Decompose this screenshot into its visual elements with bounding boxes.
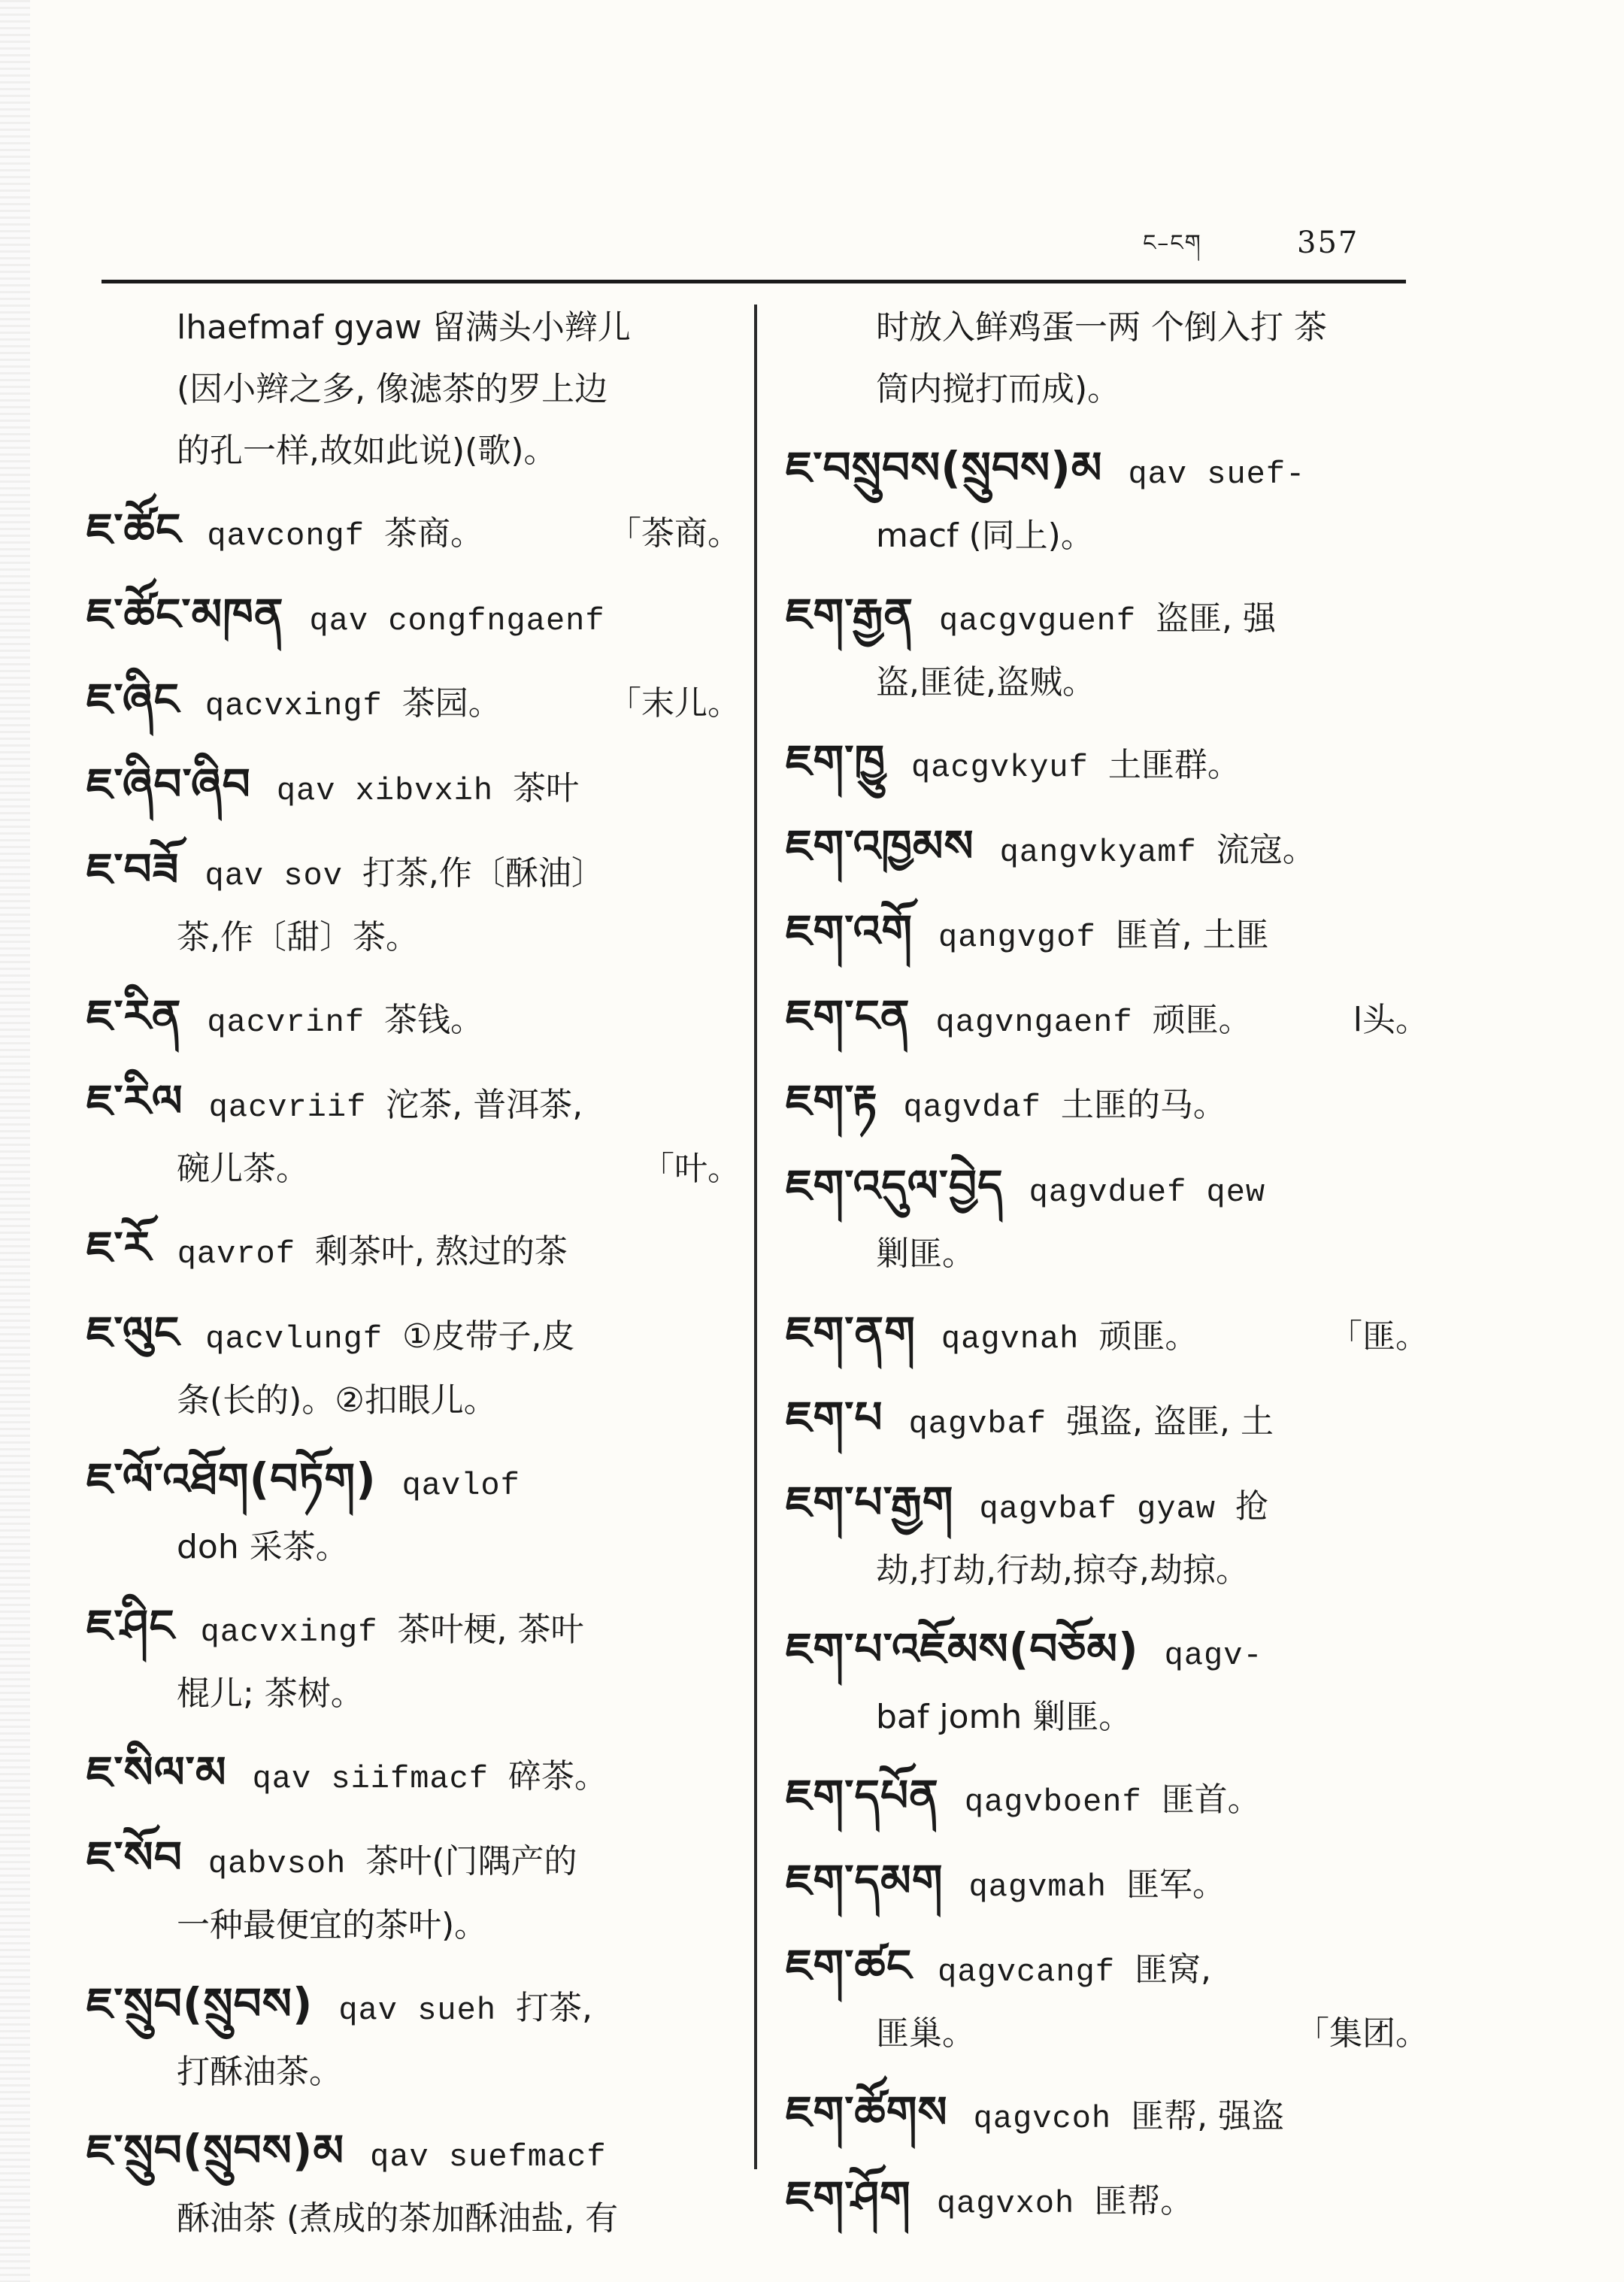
tibetan-headword: ཇག་ཤོག bbox=[786, 2171, 911, 2223]
entry-headline bbox=[786, 985, 1429, 1053]
dictionary-entry bbox=[786, 985, 1429, 1053]
dictionary-entry bbox=[86, 583, 741, 652]
definition-continuation bbox=[86, 359, 741, 420]
tibetan-headword: ཇག་ཁྱུ bbox=[786, 735, 886, 786]
tibetan-headword: ཇ་རོ bbox=[86, 1222, 152, 1273]
continuation-text: 劫,打劫,行劫,掠夺,劫掠。 bbox=[876, 1551, 1249, 1590]
continuation-text: 匪巢。 bbox=[876, 2014, 975, 2053]
romanization: qav sov bbox=[205, 858, 343, 894]
tibetan-headword: ཇ་སོབ bbox=[86, 1832, 183, 1883]
definition-continuation bbox=[86, 1370, 741, 1432]
margin-note: l头。 bbox=[1353, 1001, 1429, 1039]
dictionary-entry bbox=[86, 1741, 741, 1810]
margin-note: 「茶商。 bbox=[608, 514, 741, 553]
entry-headline bbox=[786, 2166, 1429, 2235]
romanization: qav siifmacf bbox=[252, 1761, 489, 1797]
romanization: qacvxingf bbox=[205, 688, 383, 724]
continuation-text: 一种最便宜的茶叶)。 bbox=[177, 1906, 488, 1944]
dictionary-entry bbox=[86, 1448, 741, 1578]
tibetan-headword: ཇག་ཚང bbox=[786, 1940, 913, 1991]
chinese-definition: 盗匪, 强 bbox=[1156, 599, 1277, 638]
entry-headline bbox=[86, 1741, 741, 1810]
tibetan-headword: ཇག་འགོ bbox=[786, 905, 914, 956]
dictionary-entry bbox=[786, 2081, 1429, 2150]
chinese-definition: 抢 bbox=[1235, 1487, 1268, 1526]
dictionary-entry bbox=[786, 1935, 1429, 2065]
romanization: qagvngaenf bbox=[935, 1005, 1133, 1041]
dictionary-entry bbox=[86, 985, 741, 1053]
tibetan-headword: ཇག་པ་འཇོམས(བཅོམ) bbox=[786, 1623, 1139, 1674]
entry-headline bbox=[86, 753, 741, 822]
romanization: qagvbaf bbox=[908, 1406, 1047, 1442]
dictionary-entry bbox=[786, 1850, 1429, 1918]
continuation-text: 茶,作〔甜〕茶。 bbox=[177, 918, 419, 956]
chinese-definition: 顽匪。 bbox=[1152, 1001, 1252, 1039]
tibetan-headword: ཇ་ཤིང bbox=[86, 1600, 175, 1651]
continuation-text: 棍儿; 茶树。 bbox=[177, 1674, 364, 1713]
dictionary-entry bbox=[786, 1618, 1429, 1748]
tibetan-headword: ཇག་དམག bbox=[786, 1855, 944, 1906]
dictionary-entry bbox=[86, 1302, 741, 1432]
chinese-definition: 流寇。 bbox=[1216, 831, 1316, 869]
chinese-definition: 茶叶梗, 茶叶 bbox=[397, 1611, 584, 1649]
tibetan-headword: ཇག་པ bbox=[786, 1392, 883, 1443]
romanization: qav suef- bbox=[1128, 456, 1306, 492]
entry-headline bbox=[786, 437, 1429, 505]
chinese-definition: 匪军。 bbox=[1126, 1865, 1226, 1904]
dictionary-entry bbox=[86, 753, 741, 822]
entry-headline bbox=[786, 1618, 1429, 1686]
continuation-text: (因小辫之多, 像滤茶的罗上边 bbox=[177, 370, 608, 408]
romanization: qacvlungf bbox=[205, 1321, 383, 1357]
tibetan-headword: ཇག་ཚོགས bbox=[786, 2087, 948, 2138]
definition-continuation bbox=[86, 297, 741, 359]
tibetan-headword: ཇ་ལུང bbox=[86, 1307, 180, 1358]
romanization: qacvriif bbox=[208, 1089, 367, 1126]
romanization: qangvkyamf bbox=[999, 835, 1197, 871]
entry-headline bbox=[786, 1302, 1429, 1370]
dictionary-entry bbox=[786, 297, 1429, 420]
definition-continuation bbox=[786, 2003, 1429, 2065]
romanization: qagvcangf bbox=[938, 1954, 1115, 1990]
entry-headline bbox=[86, 1973, 741, 2041]
dictionary-entry bbox=[786, 437, 1429, 567]
dictionary-entry bbox=[786, 900, 1429, 968]
column-divider bbox=[754, 305, 757, 2169]
entry-headline bbox=[786, 1386, 1429, 1455]
romanization: qacgvguenf bbox=[939, 603, 1137, 639]
romanization: qabvsoh bbox=[208, 1846, 347, 1882]
definition-continuation bbox=[786, 505, 1429, 567]
romanization: qagv- bbox=[1164, 1638, 1263, 1674]
dictionary-entry bbox=[86, 1826, 741, 1956]
definition-continuation bbox=[786, 1540, 1429, 1602]
continuation-text: 时放入鲜鸡蛋一两 个倒入打 茶 bbox=[876, 308, 1327, 347]
romanization: qagvxoh bbox=[936, 2186, 1075, 2222]
dictionary-entry bbox=[86, 1973, 741, 2103]
entry-headline bbox=[86, 1826, 741, 1895]
dictionary-entry bbox=[786, 583, 1429, 714]
continuation-text: 剿匪。 bbox=[876, 1235, 975, 1273]
chinese-definition: 沱茶, 普洱茶, bbox=[386, 1086, 583, 1124]
dictionary-entry bbox=[86, 297, 741, 482]
dictionary-entry bbox=[786, 1302, 1429, 1370]
entry-headline bbox=[786, 1850, 1429, 1918]
romanization: qav congfngaenf bbox=[309, 603, 605, 639]
tibetan-headword: ཇག་རྒྱན bbox=[786, 589, 914, 640]
continuation-text: macf (同上)。 bbox=[876, 517, 1094, 555]
tibetan-headword: ཇ་རིལ bbox=[86, 1075, 183, 1126]
tibetan-headword: ཇ་བཟོ bbox=[86, 844, 180, 895]
header-rule bbox=[102, 280, 1406, 283]
tibetan-headword: ཇག་འདུལ་བྱེད bbox=[786, 1160, 1004, 1211]
chinese-definition: 土匪的马。 bbox=[1060, 1086, 1226, 1124]
dictionary-entry bbox=[86, 1595, 741, 1725]
tibetan-headword: ཇ་ལོ་འཐོག(བཏོག) bbox=[86, 1453, 377, 1505]
continuation-text: 条(长的)。②扣眼儿。 bbox=[177, 1381, 497, 1420]
chinese-definition: 打茶,作〔酥油〕 bbox=[362, 854, 604, 892]
tibetan-headword: ཇ་སིལ་མ bbox=[86, 1747, 227, 1798]
romanization: qagvboenf bbox=[964, 1784, 1142, 1820]
definition-continuation bbox=[86, 907, 741, 968]
chinese-definition: 土匪群。 bbox=[1107, 746, 1241, 784]
chinese-definition: 茶商。 bbox=[383, 514, 483, 553]
definition-continuation bbox=[786, 1686, 1429, 1748]
romanization: qav sueh bbox=[338, 1993, 497, 2029]
definition-continuation bbox=[786, 1223, 1429, 1285]
chinese-definition: 茶叶(门隅产的 bbox=[365, 1842, 577, 1880]
dictionary-entry bbox=[786, 1155, 1429, 1285]
chinese-definition: ①皮带子,皮 bbox=[402, 1317, 575, 1356]
continuation-text: 盗,匪徒,盗贼。 bbox=[876, 663, 1095, 702]
page-number: 357 bbox=[1297, 226, 1359, 260]
tibetan-headword: ཇ་ཚོང bbox=[86, 504, 182, 555]
entry-headline bbox=[786, 583, 1429, 652]
chinese-definition: 强盗, 盗匪, 土 bbox=[1066, 1402, 1274, 1441]
margin-note: 「集团。 bbox=[1296, 2014, 1429, 2053]
definition-continuation bbox=[86, 2041, 741, 2103]
dictionary-entry bbox=[786, 815, 1429, 883]
chinese-definition: 茶钱。 bbox=[384, 1001, 484, 1039]
chinese-definition: 匪首, 土匪 bbox=[1115, 916, 1269, 954]
entry-headline bbox=[786, 1765, 1429, 1833]
entry-headline bbox=[786, 2081, 1429, 2150]
entry-headline bbox=[86, 668, 741, 737]
entry-headline bbox=[786, 1155, 1429, 1223]
tibetan-headword: ཇ་སྲུབ(སྲུབས) bbox=[86, 1978, 314, 2029]
continuation-text: doh 采茶。 bbox=[177, 1528, 349, 1566]
romanization: qavlof bbox=[401, 1468, 520, 1504]
continuation-text: baf jomh 剿匪。 bbox=[876, 1698, 1132, 1736]
page-scan-edge bbox=[0, 0, 30, 2282]
romanization: qavrof bbox=[177, 1236, 295, 1272]
dictionary-entry bbox=[86, 1217, 741, 1285]
romanization: qacvxingf bbox=[200, 1614, 378, 1650]
definition-continuation bbox=[86, 420, 741, 482]
entry-headline bbox=[786, 730, 1429, 799]
continuation-text: 碗儿茶。 bbox=[177, 1150, 309, 1188]
chinese-definition: 匪窝, bbox=[1135, 1950, 1211, 1989]
romanization: qagvnah bbox=[941, 1321, 1080, 1357]
chinese-definition: 顽匪。 bbox=[1098, 1317, 1198, 1356]
definition-continuation bbox=[786, 297, 1429, 359]
entry-headline bbox=[86, 985, 741, 1053]
romanization: qavcongf bbox=[207, 518, 365, 554]
entry-headline bbox=[786, 900, 1429, 968]
chinese-definition: 剩茶叶, 熬过的茶 bbox=[314, 1232, 568, 1271]
entry-headline bbox=[86, 1070, 741, 1138]
definition-continuation bbox=[86, 1138, 741, 1200]
continuation-text: 的孔一样,故如此说)(歌)。 bbox=[177, 432, 557, 470]
right-column bbox=[786, 297, 1429, 2251]
continuation-text: 筒内搅打而成)。 bbox=[876, 370, 1121, 408]
dictionary-entry bbox=[86, 2120, 741, 2250]
romanization: qagvbaf gyaw bbox=[979, 1491, 1216, 1527]
dictionary-entry bbox=[86, 668, 741, 737]
definition-continuation bbox=[86, 1517, 741, 1578]
dictionary-entry bbox=[786, 1070, 1429, 1138]
tibetan-headword: ཇག་འཁྱམས bbox=[786, 820, 974, 871]
tibetan-headword: ཇ་བསྲུབས(སྲུབས)མ bbox=[786, 442, 1103, 493]
tibetan-headword: ཇ་ཞིབ་ཞིབ bbox=[86, 759, 251, 810]
dictionary-entry bbox=[786, 1765, 1429, 1833]
tibetan-headword: ཇག་པ་རྒྱག bbox=[786, 1477, 954, 1528]
dictionary-entry bbox=[86, 499, 741, 567]
entry-headline bbox=[86, 1217, 741, 1285]
definition-continuation bbox=[86, 2188, 741, 2250]
dictionary-entry bbox=[86, 838, 741, 968]
tibetan-headword: ཇག་ངན bbox=[786, 990, 910, 1041]
chinese-definition: 匪帮。 bbox=[1094, 2182, 1194, 2220]
entry-headline bbox=[86, 838, 741, 907]
definition-continuation bbox=[86, 1895, 741, 1956]
entry-headline bbox=[86, 1302, 741, 1370]
tibetan-headword: ཇག་རྟ bbox=[786, 1075, 878, 1126]
continuation-text: 打酥油茶。 bbox=[177, 2053, 342, 2091]
romanization: qagvcoh bbox=[973, 2101, 1112, 2137]
continuation-text: 酥油茶 (煮成的茶加酥油盐, 有 bbox=[177, 2199, 619, 2238]
romanization: qacgvkyuf bbox=[911, 750, 1089, 786]
definition-continuation bbox=[786, 652, 1429, 714]
romanization: qagvmah bbox=[968, 1869, 1107, 1905]
tibetan-headword: ཇ་ཞིང bbox=[86, 674, 180, 725]
left-column bbox=[86, 297, 741, 2266]
entry-headline bbox=[86, 1448, 741, 1517]
margin-note: 「匪。 bbox=[1329, 1317, 1429, 1356]
chinese-definition: 匪首。 bbox=[1161, 1780, 1261, 1819]
entry-headline bbox=[786, 1070, 1429, 1138]
romanization: qangvgof bbox=[938, 920, 1096, 956]
entry-headline bbox=[786, 1935, 1429, 2003]
dictionary-entry bbox=[786, 2166, 1429, 2235]
chinese-definition: 茶园。 bbox=[401, 684, 501, 723]
chinese-definition: 茶叶 bbox=[513, 769, 580, 808]
romanization: qagvdaf bbox=[903, 1089, 1041, 1126]
tibetan-headword: ཇག་ནག bbox=[786, 1307, 916, 1358]
tibetan-headword: ཇ་སྲུབ(སྲུབས)མ bbox=[86, 2125, 345, 2176]
chinese-definition: 打茶, bbox=[516, 1989, 593, 2027]
definition-continuation bbox=[86, 1663, 741, 1725]
margin-note: 「末儿。 bbox=[608, 684, 741, 723]
entry-headline bbox=[786, 1471, 1429, 1540]
tibetan-headword: ཇ་རིན bbox=[86, 990, 182, 1041]
entry-headline bbox=[86, 2120, 741, 2188]
romanization: qav suefmacf bbox=[370, 2139, 607, 2175]
entry-headline bbox=[86, 499, 741, 567]
tibetan-headword: ཇག་དཔོན bbox=[786, 1770, 939, 1821]
romanization: qacvrinf bbox=[207, 1005, 365, 1041]
entry-headline bbox=[86, 583, 741, 652]
dictionary-entry bbox=[786, 1386, 1429, 1455]
dictionary-entry bbox=[786, 1471, 1429, 1602]
romanization: qav xibvxih bbox=[276, 773, 494, 809]
dictionary-entry bbox=[786, 730, 1429, 799]
header-guide-words: ང–ངག bbox=[1143, 230, 1202, 256]
tibetan-headword: ཇ་ཚོང་མཁན bbox=[86, 589, 284, 640]
margin-note: 「叶。 bbox=[641, 1150, 741, 1188]
entry-headline bbox=[786, 815, 1429, 883]
continuation-text: lhaefmaf gyaw 留满头小辫儿 bbox=[177, 308, 631, 347]
chinese-definition: 碎茶。 bbox=[508, 1757, 608, 1796]
romanization: qagvduef qew bbox=[1029, 1174, 1266, 1211]
dictionary-entry bbox=[86, 1070, 741, 1200]
chinese-definition: 匪帮, 强盗 bbox=[1131, 2097, 1285, 2135]
entry-headline bbox=[86, 1595, 741, 1663]
definition-continuation bbox=[786, 359, 1429, 420]
